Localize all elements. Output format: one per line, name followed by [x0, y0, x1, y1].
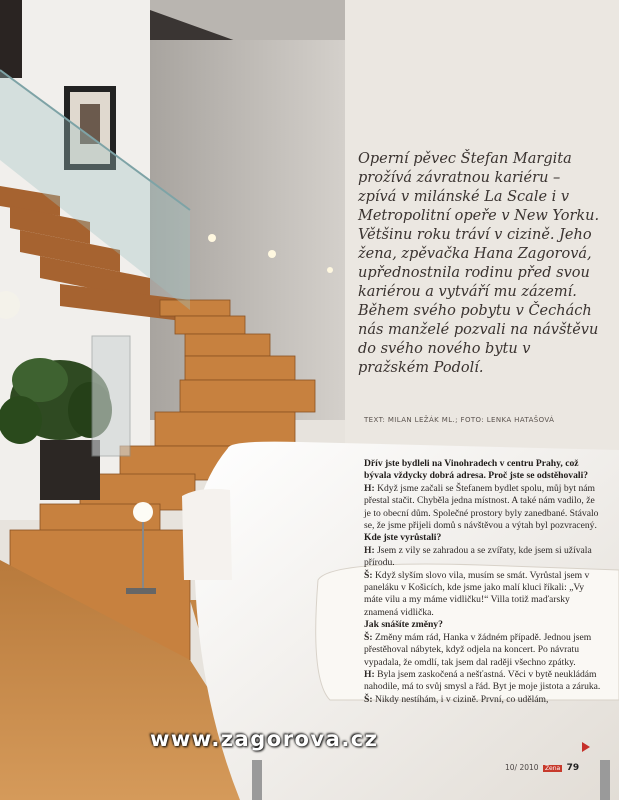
speaker-h: H:	[364, 544, 375, 556]
speaker-s: Š:	[364, 569, 373, 581]
intro-text: Operní pěvec Štefan Margita prožívá závratnou kariéru – zpívá v milánské La Scale i v Metropolitní opeře v New Yorku. Většinu roku tráví v cizině. Jeho žena, zpěvačka Hana Zagorová, upřednostnila rodinu před svou kariérou a vytváří mu zázemí. Během svého pobytu v Čechách nás manželé pozvali na návštěvu do svého nového bytu v pražském Podolí.	[358, 151, 600, 376]
magazine-logo: Žena	[544, 764, 561, 772]
interview-text	[364, 458, 604, 706]
question-2: Kde jste vyrůstali?	[364, 532, 442, 544]
answer-2-text: Jsem z vily se zahradou a se zvířaty, kde jsem si užívala přírodu.	[364, 544, 592, 569]
answer-3	[364, 570, 604, 620]
answer-1	[364, 483, 604, 533]
answer-3-text: Když slyším slovo vila, musím se smát. Vyrůstal jsem v paneláku v Košicích, kde jsme jako malí kluci říkali: „Vy máte vilu a my máme vidličku!“ Villa totiž maďarsky znamená vidlička.	[364, 569, 590, 618]
question-3: Jak snášíte změny?	[364, 619, 443, 631]
speaker-s: Š:	[364, 693, 373, 705]
photo-credits: TEXT: MILAN LEŽÁK ML.; FOTO: LENKA HATAŠOVÁ	[364, 416, 555, 424]
continue-arrow-icon	[582, 742, 590, 752]
answer-2	[364, 545, 604, 570]
intro-paragraph	[358, 150, 603, 378]
page-footer	[505, 763, 579, 773]
answer-6-text: Nikdy nestíhám, i v cizině. První, co udělám,	[374, 693, 549, 705]
watermark: www.zagorova.cz	[150, 727, 379, 751]
answer-1-text: Když jsme začali se Štefanem bydlet spolu, můj byt nám přestal stačit. Chyběla jedna místnost. A také nám vadilo, že je to obecní dům. Společné prostory byly zanedbané. Stávalo se, že jsme přijeli domů s návštěvou a výtah byl pozvracený.	[364, 482, 599, 532]
speaker-h: H:	[364, 482, 375, 494]
speaker-s: Š:	[364, 631, 373, 643]
answer-4	[364, 632, 604, 669]
answer-5-text: Byla jsem zaskočená a nešťastná. Věci v bytě neukládám nahodile, má to svůj smysl a řád. Byt je moje jistota a záruka.	[364, 668, 601, 693]
issue-number: 10/ 2010	[505, 763, 539, 772]
answer-5	[364, 669, 604, 694]
speaker-h: H:	[364, 668, 375, 680]
page-number: 79	[566, 763, 580, 773]
question-1: Dřív jste bydleli na Vinohradech v centru Prahy, což bývala vždycky dobrá adresa. Proč jste se odstěhovali?	[364, 458, 589, 482]
answer-4-text: Změny mám rád, Hanka v žádném případě. Jednou jsem přestěhoval nábytek, když odjela na koncert. Po návratu vypadala, že omdlí, tak jsem dal raději všechno zpátky.	[364, 631, 592, 668]
answer-6	[364, 694, 604, 706]
